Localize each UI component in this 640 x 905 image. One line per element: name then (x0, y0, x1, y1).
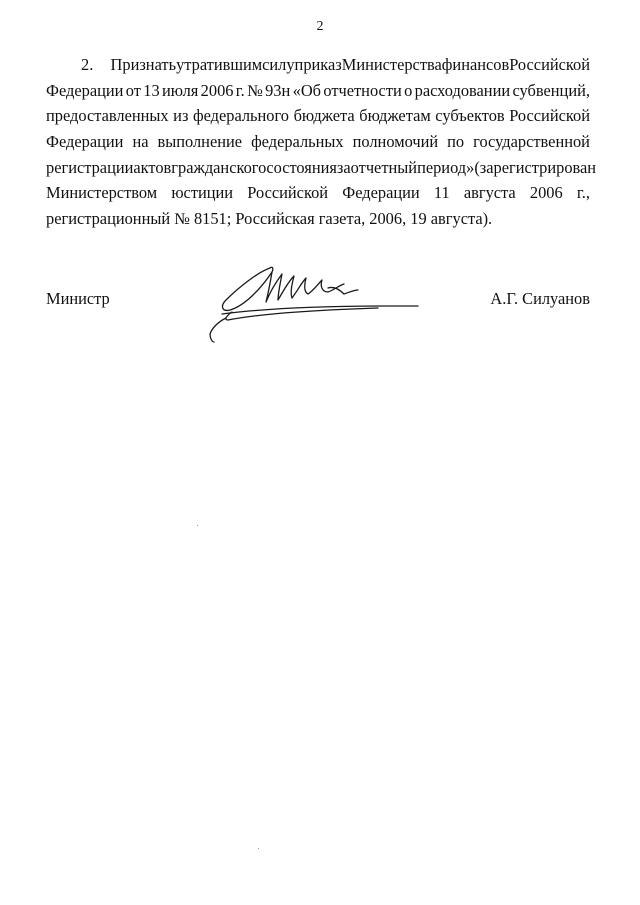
paragraph-line (46, 180, 590, 206)
word: полномочий (352, 132, 439, 152)
word: 2006 (200, 80, 234, 100)
paragraph-first-line (111, 52, 590, 78)
word: отчетный (350, 157, 418, 177)
paragraph-line (46, 129, 590, 155)
paragraph-line (46, 155, 597, 181)
word: 11 (433, 183, 450, 203)
word: Российской (247, 183, 329, 203)
word: 13 (143, 80, 160, 100)
word: на (132, 132, 149, 152)
word: бюджета (293, 106, 355, 126)
word: субъектов (435, 106, 505, 126)
word: субвенций, (512, 80, 590, 100)
word: период» (417, 157, 475, 177)
word: предоставленных (46, 106, 169, 126)
word: 2006 (529, 183, 563, 203)
word: из (173, 106, 189, 126)
paragraph-body (46, 78, 597, 206)
word: Федерации (46, 80, 124, 100)
word: № (247, 80, 263, 100)
scan-artifact (258, 848, 259, 849)
scan-artifact (197, 525, 198, 526)
word: актов (133, 157, 172, 177)
word: юстиции (171, 183, 234, 203)
paragraph-last-line: регистрационный № 8151; Российская газета, 2006, 19 августа). (46, 209, 493, 229)
word: федеральных (251, 132, 344, 152)
word: расходовании (414, 80, 511, 100)
word: гражданского (171, 157, 267, 177)
signer-name: А.Г. Силуанов (490, 289, 590, 308)
word: Федерации (342, 183, 420, 203)
word: Российской (509, 106, 590, 126)
word: государственной (473, 132, 590, 152)
signer-title: Министр (46, 289, 110, 308)
paragraph-item-2 (46, 52, 597, 232)
word: бюджетам (359, 106, 431, 126)
word: от (125, 80, 141, 100)
paragraph-line (46, 103, 590, 129)
word: Признать (110, 55, 177, 74)
page-number: 2 (316, 19, 324, 34)
word: Федерации (46, 132, 124, 152)
word: о (404, 80, 413, 100)
word: финансов (441, 55, 510, 74)
word: г. (235, 80, 245, 100)
paragraph-number: 2. (81, 55, 94, 74)
word: регистрации (46, 157, 134, 177)
word: Российской (509, 55, 590, 74)
word: по (447, 132, 465, 152)
paragraph-line (46, 52, 590, 78)
word: состояния (266, 157, 337, 177)
word: августа (463, 183, 516, 203)
word: г., (576, 183, 590, 203)
handwritten-signature (198, 250, 428, 350)
word: Министерством (46, 183, 158, 203)
paragraph-line (46, 78, 590, 104)
word: 93н (265, 80, 291, 100)
word: (зарегистрирован (474, 157, 597, 177)
word: силу (262, 55, 295, 74)
word: приказ (294, 55, 342, 74)
word: июля (162, 80, 199, 100)
word: федерального (192, 106, 290, 126)
word: утратившим (176, 55, 263, 74)
word: отчетности (323, 80, 402, 100)
word: за (336, 157, 351, 177)
word: «Об (292, 80, 321, 100)
word: выполнение (157, 132, 243, 152)
word: Министерства (341, 55, 442, 74)
